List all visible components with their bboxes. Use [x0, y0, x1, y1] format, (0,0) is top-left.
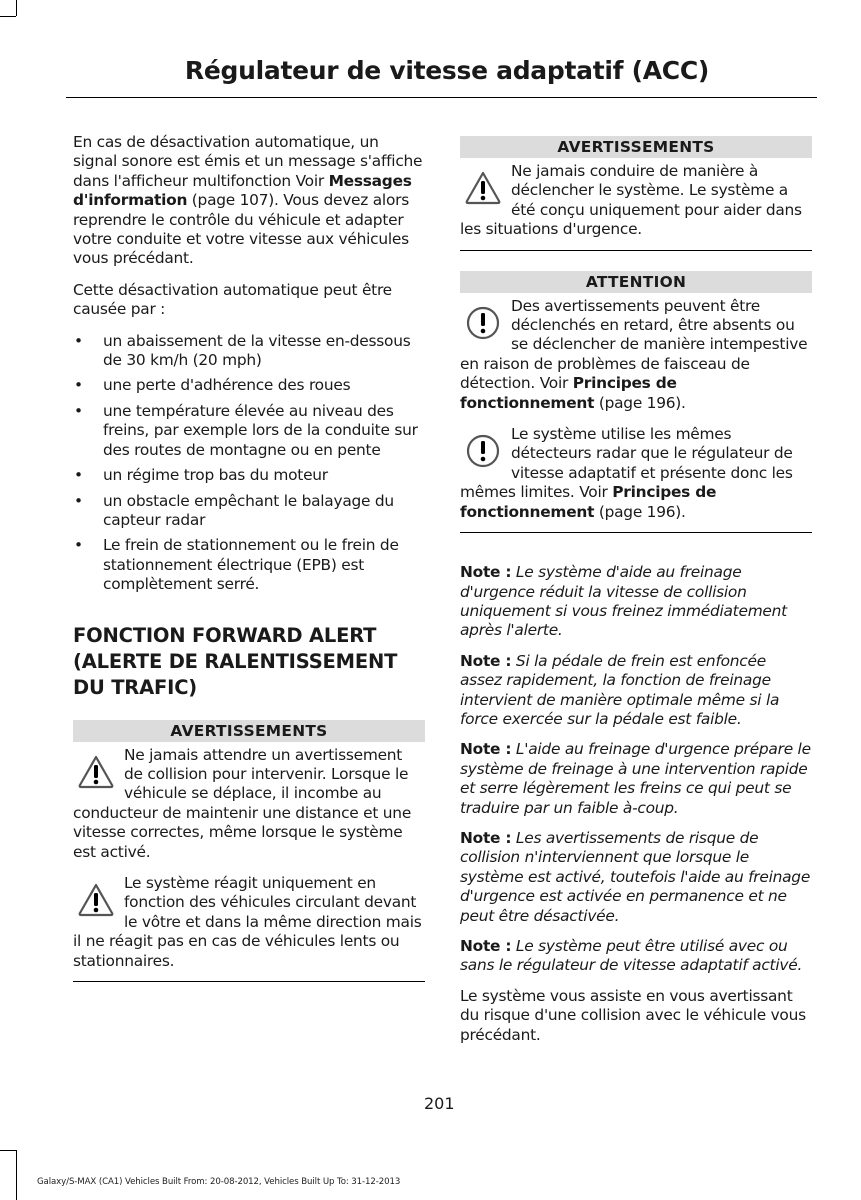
- note: [460, 563, 812, 641]
- note: [460, 937, 812, 976]
- note-text: Le système peut être utilisé avec ou sans le régulateur de vitesse adaptatif activé.: [460, 937, 803, 975]
- section-heading: FONCTION FORWARD ALERT (ALERTE DE RALENTISSEMENT DU TRAFIC): [73, 623, 398, 699]
- warning-item: [73, 874, 425, 971]
- note-label: Note :: [460, 937, 512, 955]
- warning-text: Ne jamais attendre un avertissement de collision pour intervenir. Lorsque le véhicule se déplace, il incombe au conducteur de maintenir une distance et une vitesse correctes, même lorsque le système est activé.: [73, 745, 412, 861]
- note-label: Note :: [460, 651, 512, 670]
- bullet: •: [74, 466, 83, 485]
- note: [460, 829, 812, 926]
- page-title: Régulateur de vitesse adaptatif (ACC): [184, 56, 709, 85]
- intro-text: En cas de désactivation automatique, un signal sonore est émis et un message s'affiche dans l'afficheur multifonction Voir: [73, 133, 423, 190]
- warning-text: Ne jamais conduire de manière à déclencher le système. Le système a été conçu uniquement pour aider dans les situations d'urgence.: [460, 162, 802, 239]
- note: [460, 652, 812, 730]
- bullet: •: [74, 491, 83, 510]
- caution-circle-icon: [464, 305, 502, 341]
- list-item: [73, 536, 425, 594]
- bullet: •: [74, 401, 83, 420]
- page-number: 201: [424, 1094, 455, 1113]
- note: [460, 740, 812, 818]
- list-item: [73, 332, 425, 371]
- warning-item: [460, 162, 812, 240]
- list-item-text: Le frein de stationnement ou le frein de stationnement électrique (EPB) est complètement serré.: [103, 536, 399, 594]
- bullet: •: [74, 331, 83, 350]
- principes-fonctionnement-link[interactable]: Principes de fonctionnement: [460, 374, 677, 412]
- list-item-text: un régime trop bas du moteur: [103, 466, 328, 485]
- note-text: Le système d'aide au freinage d'urgence réduit la vitesse de collision uniquement si vous freinez immédiatement après l'alerte.: [460, 563, 787, 640]
- crop-mark: [16, 0, 17, 16]
- warnings-box: [73, 720, 425, 982]
- causes-intro: Cette désactivation automatique peut être causée par :: [73, 280, 392, 319]
- note-label: Note :: [460, 828, 512, 847]
- warning-triangle-icon: [464, 170, 502, 206]
- attention-text-end: (page 196).: [594, 393, 686, 412]
- left-column: [73, 133, 425, 1002]
- list-item: [73, 402, 425, 460]
- note-text: Les avertissements de risque de collision n'interviennent que lorsque le système est activé, toutefois l'aide au freinage d'urgence est activée en permanence et ne peut être désactivée.: [460, 828, 811, 925]
- messages-information-link[interactable]: Messages d'information: [73, 171, 412, 210]
- attention-text: Des avertissements peuvent être déclenchés en retard, être absents ou se déclencher de manière intempestive en raison de problèmes de faisceau de détection. Voir: [460, 296, 808, 393]
- list-item: [73, 466, 425, 485]
- closing-paragraph: Le système vous assiste en vous avertissant du risque d'une collision avec le véhicule vous précédant.: [460, 986, 806, 1044]
- caution-circle-icon: [464, 433, 502, 469]
- attention-item: [460, 425, 812, 522]
- list-item: [73, 376, 425, 395]
- crop-mark: [0, 16, 16, 17]
- principes-fonctionnement-link[interactable]: Principes de fonctionnement: [460, 483, 717, 521]
- list-item: [73, 492, 425, 531]
- intro-text-end: (page 107). Vous devez alors reprendre le contrôle du véhicule et adapter votre conduite et votre vitesse aux véhicules vous précédant.: [73, 191, 409, 268]
- attention-item: [460, 297, 812, 413]
- header-divider: [66, 97, 817, 98]
- list-item-text: une température élevée au niveau des freins, par exemple lors de la conduite sur des routes de montagne ou en pente: [103, 401, 418, 459]
- attention-title: ATTENTION: [460, 271, 812, 293]
- attention-text-end: (page 196).: [594, 502, 686, 521]
- crop-mark: [0, 1150, 16, 1151]
- warning-triangle-icon: [77, 882, 115, 918]
- note-text: Si la pédale de frein est enfoncée assez rapidement, la fonction de freinage intervient de manière optimale même si la force exercée sur la pédale est faible.: [460, 651, 780, 728]
- causes-list: [73, 332, 425, 595]
- list-item-text: une perte d'adhérence des roues: [103, 376, 351, 395]
- intro-paragraph: [73, 133, 425, 269]
- warnings-box: [460, 136, 812, 251]
- warning-triangle-icon: [77, 754, 115, 790]
- list-item-text: un abaissement de la vitesse en-dessous de 30 km/h (20 mph): [103, 331, 411, 370]
- list-item-text: un obstacle empêchant le balayage du capteur radar: [103, 491, 394, 529]
- note-text: L'aide au freinage d'urgence prépare le système de freinage à une intervention rapide et serre légèrement les freins ce qui peut se traduire par un faible à-coup.: [460, 740, 811, 817]
- note-label: Note :: [460, 563, 512, 582]
- bullet: •: [74, 376, 83, 395]
- warning-item: [73, 746, 425, 862]
- attention-text: Le système utilise les mêmes détecteurs radar que le régulateur de vitesse adaptatif et présente donc les mêmes limites. Voir: [460, 425, 793, 502]
- warnings-title: AVERTISSEMENTS: [73, 720, 425, 742]
- bullet: •: [74, 536, 83, 555]
- warnings-title: AVERTISSEMENTS: [460, 136, 812, 158]
- note-label: Note :: [460, 740, 512, 759]
- attention-box: [460, 271, 812, 533]
- right-column: [460, 136, 812, 1057]
- footer-text: Galaxy/S-MAX (CA1) Vehicles Built From: 20-08-2012, Vehicles Built Up To: 31-12-2013: [37, 1177, 401, 1187]
- warning-text: Le système réagit uniquement en fonction des véhicules circulant devant le vôtre et dans la même direction mais il ne réagit pas en cas de véhicules lents ou stationnaires.: [73, 873, 422, 970]
- crop-mark: [16, 1150, 17, 1200]
